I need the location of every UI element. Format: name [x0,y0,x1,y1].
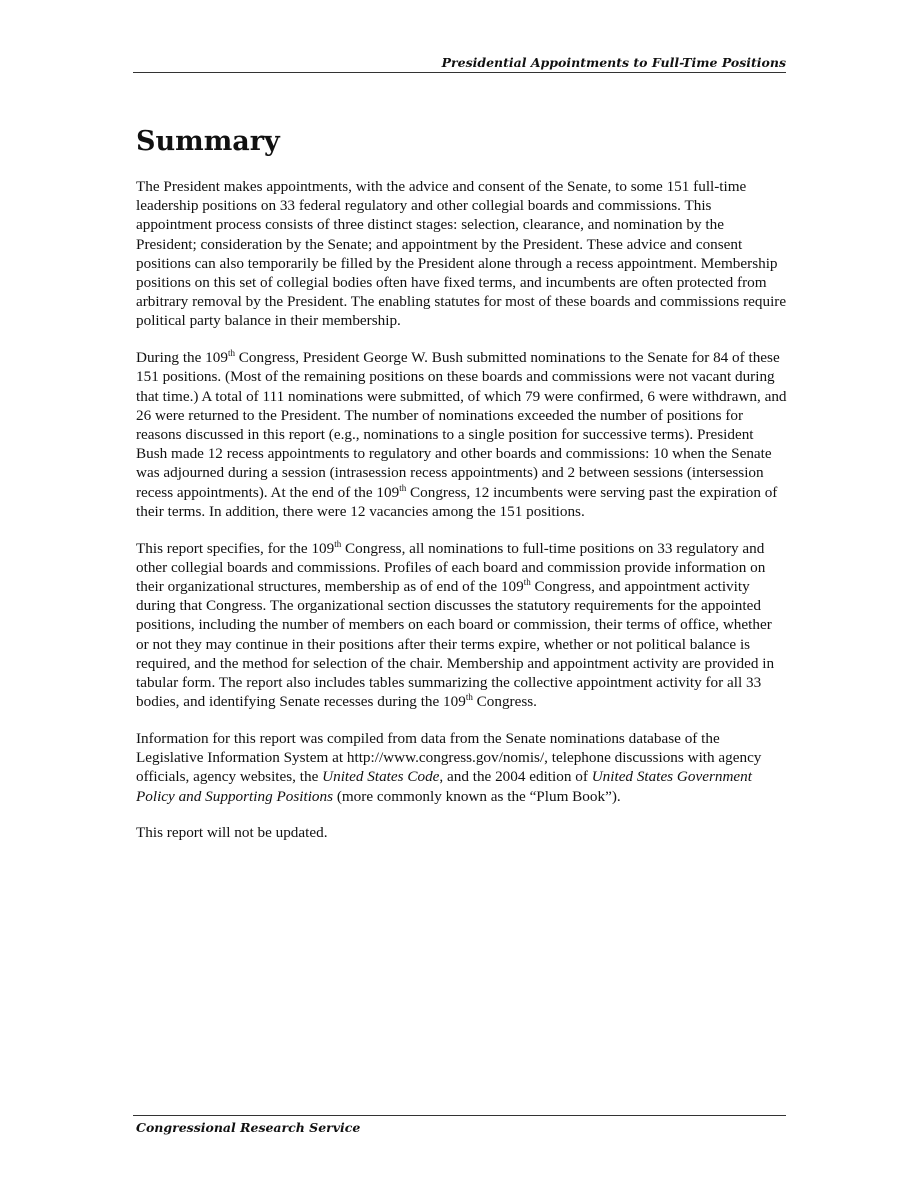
ordinal-suffix: th [399,482,407,493]
running-footer: Congressional Research Service [136,1120,361,1135]
paragraph-intro: The President makes appointments, with the advice and consent of the Senate, to some 151 full-time leadership positions on 33 federal regulatory and other collegial boards and commissions. This appointment process consists of three distinct stages: selection, clearance, and nomination by the President; consideration by the Senate; and appointment by the President. These advice and consent positions can also temporarily be filled by the President alone through a recess appointment. Membership positions on this set of collegial bodies often have fixed terms, and incumbents are often protected from arbitrary removal by the President. The enabling statutes for most of these boards and commissions require political party balance in their membership. [136,178,787,330]
ordinal-suffix: th [523,577,531,588]
ordinal-suffix: th [465,692,473,703]
ordinal-suffix: th [227,348,235,359]
citation-us-code: United States Code [322,768,440,786]
summary-body [136,177,788,860]
running-header: Presidential Appointments to Full-Time Positions [441,55,786,70]
footer-rule [133,1115,786,1116]
paragraph-update-note: This report will not be updated. [136,824,328,842]
ordinal-suffix: th [334,538,342,549]
section-title: Summary [136,126,280,157]
paragraph-report-scope: This report specifies, for the 109th Congress, all nominations to full-time positions on 33 regulatory and other collegial boards and commissions. Profiles of each board and commission provide information on their organizational structures, membership as of end of the 109th Congress, and appointment activity during that Congress. The organizational section discusses the statutory requirements for the appointed positions, including the number of members on each board or commission, their terms of office, whether or not they may continue in their positions after their terms expire, whether or not political balance is required, and the method for selection of the chair. Membership and appointment activity are provided in tabular form. The report also includes tables summarizing the collective appointment activity for all 33 bodies, and identifying Senate recesses during the 109th Congress. [136,538,775,711]
paragraph-sources: Information for this report was compiled from data from the Senate nominations database of the Legislative Information System at http://www.congress.gov/nomis/, telephone discussions with agency officials, agency websites, the United States Code, and the 2004 edition of United States Government Policy and Supporting Positions (more commonly known as the “Plum Book”). [136,730,762,805]
header-rule [133,72,786,73]
citation-plum-book: United States Government Policy and Supporting Positions [136,768,752,805]
paragraph-109th-congress-activity: During the 109th Congress, President George W. Bush submitted nominations to the Senate for 84 of these 151 positions. (Most of the remaining positions on these boards and commissions were not vacant during that time.) A total of 111 nominations were submitted, of which 79 were confirmed, 6 were withdrawn, and 26 were returned to the President. The number of nominations exceeded the number of positions for reasons discussed in this report (e.g., nominations to a single position for successive terms). President Bush made 12 recess appointments to regulatory and other boards and commissions: 10 when the Senate was adjourned during a session (intrasession recess appointments) and 2 between sessions (intersession recess appointments). At the end of the 109th Congress, 12 incumbents were serving past the expiration of their terms. In addition, there were 12 vacancies among the 151 positions. [136,348,787,520]
